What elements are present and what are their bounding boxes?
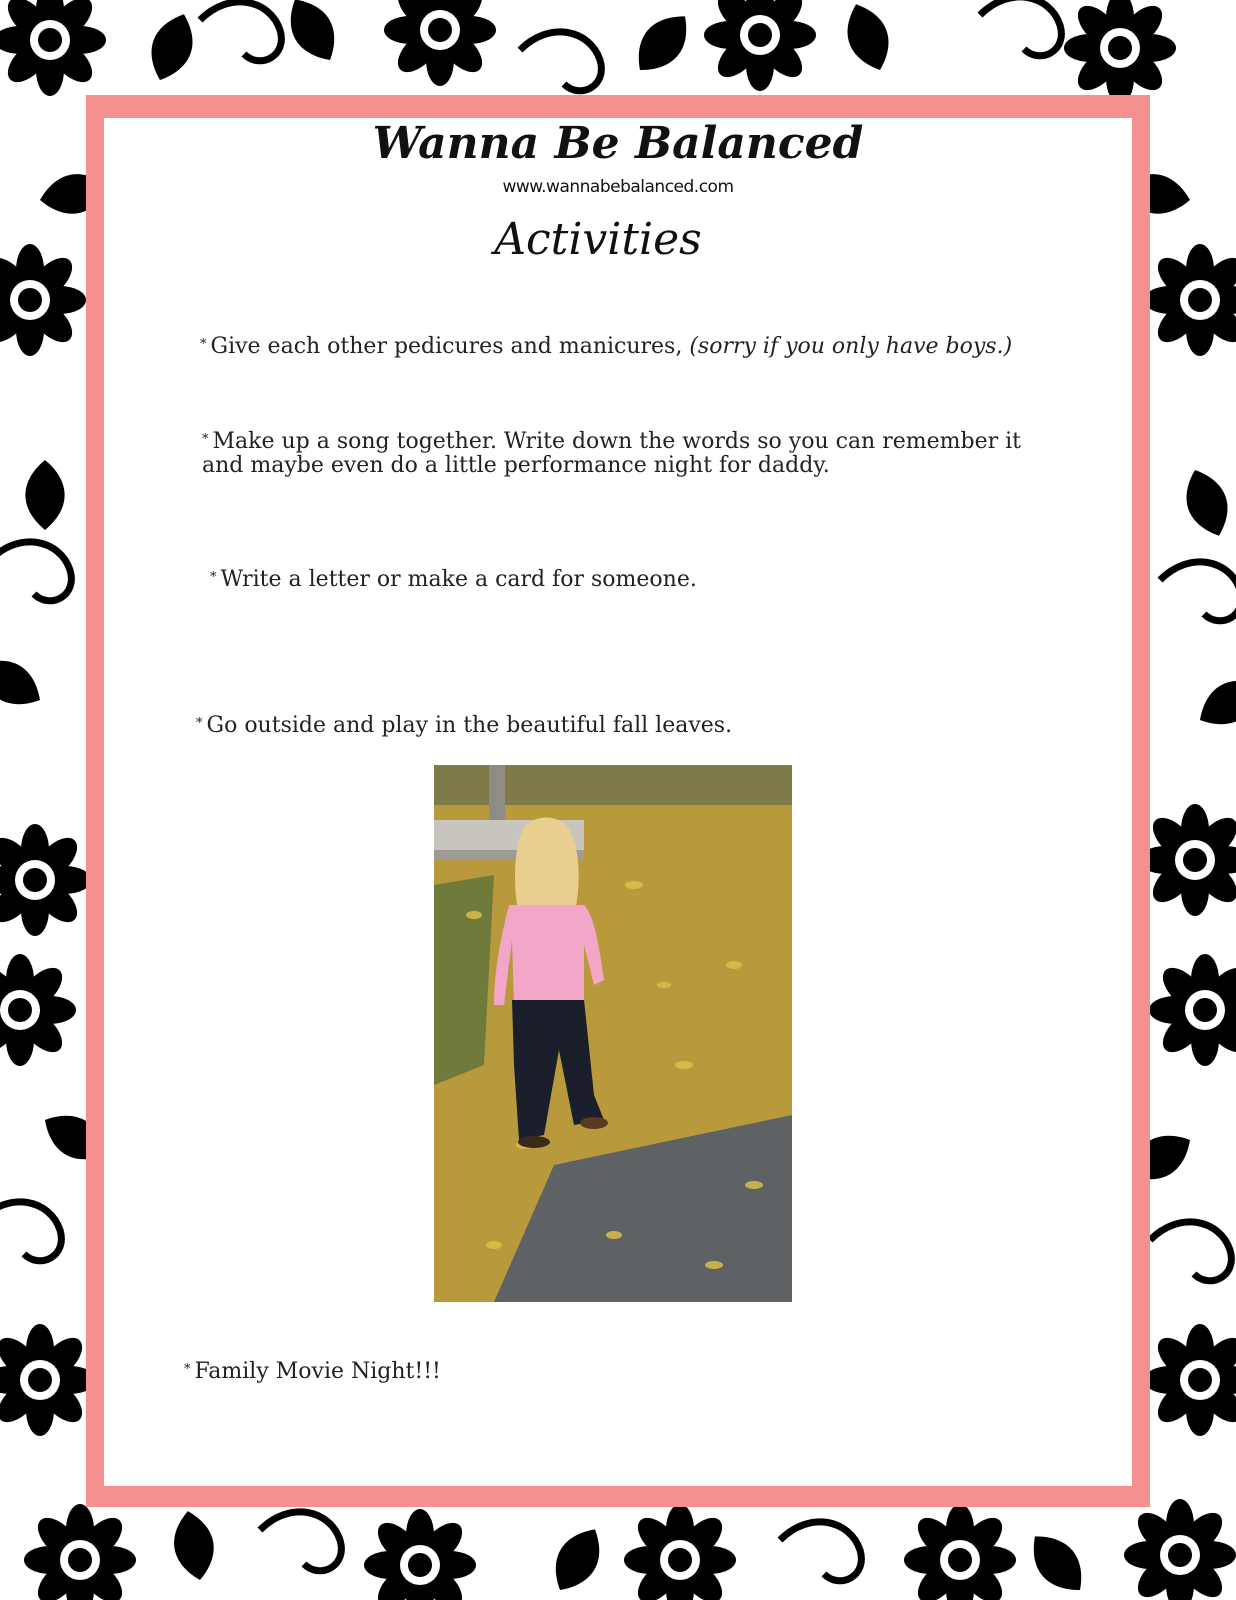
activity-item xyxy=(210,568,697,592)
activity-text: Write a letter or make a card for someone. xyxy=(220,567,697,592)
activity-text: Family Movie Night!!! xyxy=(194,1359,441,1384)
bullet-asterisk: * xyxy=(196,716,203,731)
activity-item xyxy=(200,335,1012,359)
activity-text: Give each other pedicures and manicures, xyxy=(210,334,683,359)
activity-item xyxy=(196,714,732,738)
site-url[interactable]: www.wannabebalanced.com xyxy=(502,177,734,197)
bullet-asterisk: * xyxy=(210,570,217,585)
activity-note: (sorry if you only have boys.) xyxy=(689,334,1013,359)
activity-text: Go outside and play in the beautiful fall leaves. xyxy=(206,713,733,738)
bullet-asterisk: * xyxy=(200,337,207,352)
activity-item xyxy=(184,1360,441,1384)
bullet-asterisk: * xyxy=(202,432,209,447)
section-heading: Activities xyxy=(494,214,702,265)
bullet-asterisk: * xyxy=(184,1362,191,1377)
site-title: Wanna Be Balanced xyxy=(372,118,864,169)
activity-item xyxy=(202,430,1032,478)
girl-in-fall-leaves-photo xyxy=(434,765,792,1302)
activity-text: Make up a song together. Write down the words so you can remember it and maybe even do a little performance night for daddy. xyxy=(202,429,1021,478)
